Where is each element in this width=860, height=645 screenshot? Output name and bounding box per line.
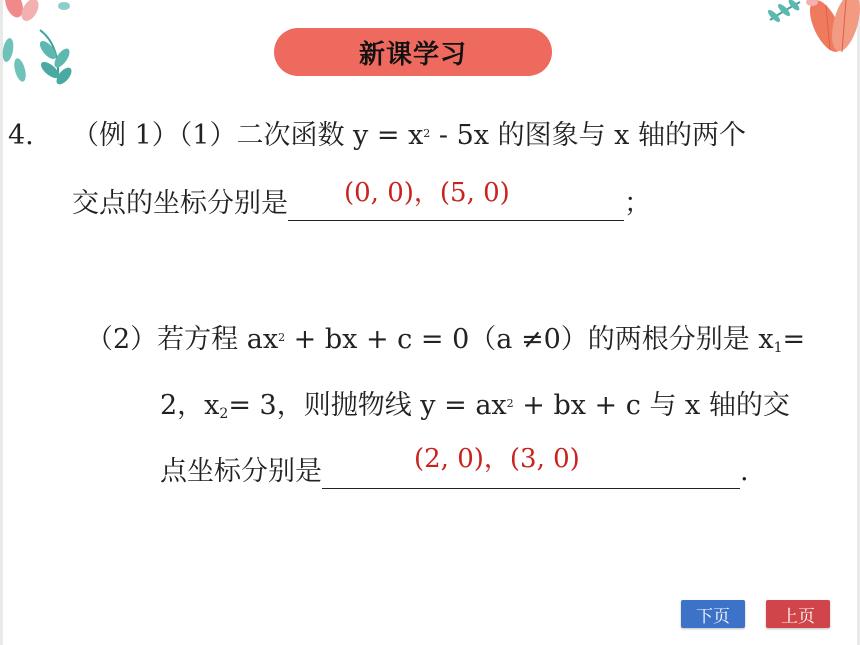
question-part1-line1 xyxy=(72,119,746,153)
superscript: 2 xyxy=(506,397,514,410)
leaf-decoration-top-left-icon xyxy=(0,0,90,95)
text-segment: . xyxy=(740,456,749,487)
answer-text-1: (0, 0)，(5, 0) xyxy=(344,178,510,208)
leaf-decoration-top-right-icon xyxy=(740,0,860,70)
text-segment: ； xyxy=(624,188,651,219)
question-part2-line1 xyxy=(86,323,805,361)
subscript: 2 xyxy=(219,406,229,422)
left-border xyxy=(0,0,3,645)
text-segment: = 3，则抛物线 y = ax xyxy=(228,390,507,421)
text-segment: 交点的坐标分别是 xyxy=(72,188,288,219)
text-segment: + bx + c 与 x 轴的交 xyxy=(513,390,790,421)
answer-blank-2 xyxy=(322,444,740,489)
text-segment: 点坐标分别是 xyxy=(160,456,322,487)
question-part2-line2 xyxy=(160,389,790,427)
text-segment: （例 1）（1）二次函数 y = x xyxy=(72,120,424,151)
section-title: 新课学习 xyxy=(274,28,552,76)
text-segment: + bx + c = 0（a ≠0）的两根分别是 x xyxy=(285,324,774,355)
subscript: 1 xyxy=(773,340,783,356)
answer-blank-1 xyxy=(288,178,624,221)
superscript: 2 xyxy=(423,127,431,140)
prev-page-button[interactable]: 上页 xyxy=(766,600,830,628)
answer-text-2: (2, 0)，(3, 0) xyxy=(414,444,580,474)
question-part1-line2 xyxy=(72,178,651,221)
next-page-button[interactable]: 下页 xyxy=(681,600,745,628)
text-segment: （2）若方程 ax xyxy=(86,324,279,355)
text-segment: 2，x xyxy=(160,390,220,421)
text-segment: = xyxy=(782,324,806,355)
question-part2-line3 xyxy=(160,444,749,489)
question-number: 4. xyxy=(8,120,34,151)
superscript: 2 xyxy=(278,331,286,344)
text-segment: - 5x 的图象与 x 轴的两个 xyxy=(430,120,746,151)
